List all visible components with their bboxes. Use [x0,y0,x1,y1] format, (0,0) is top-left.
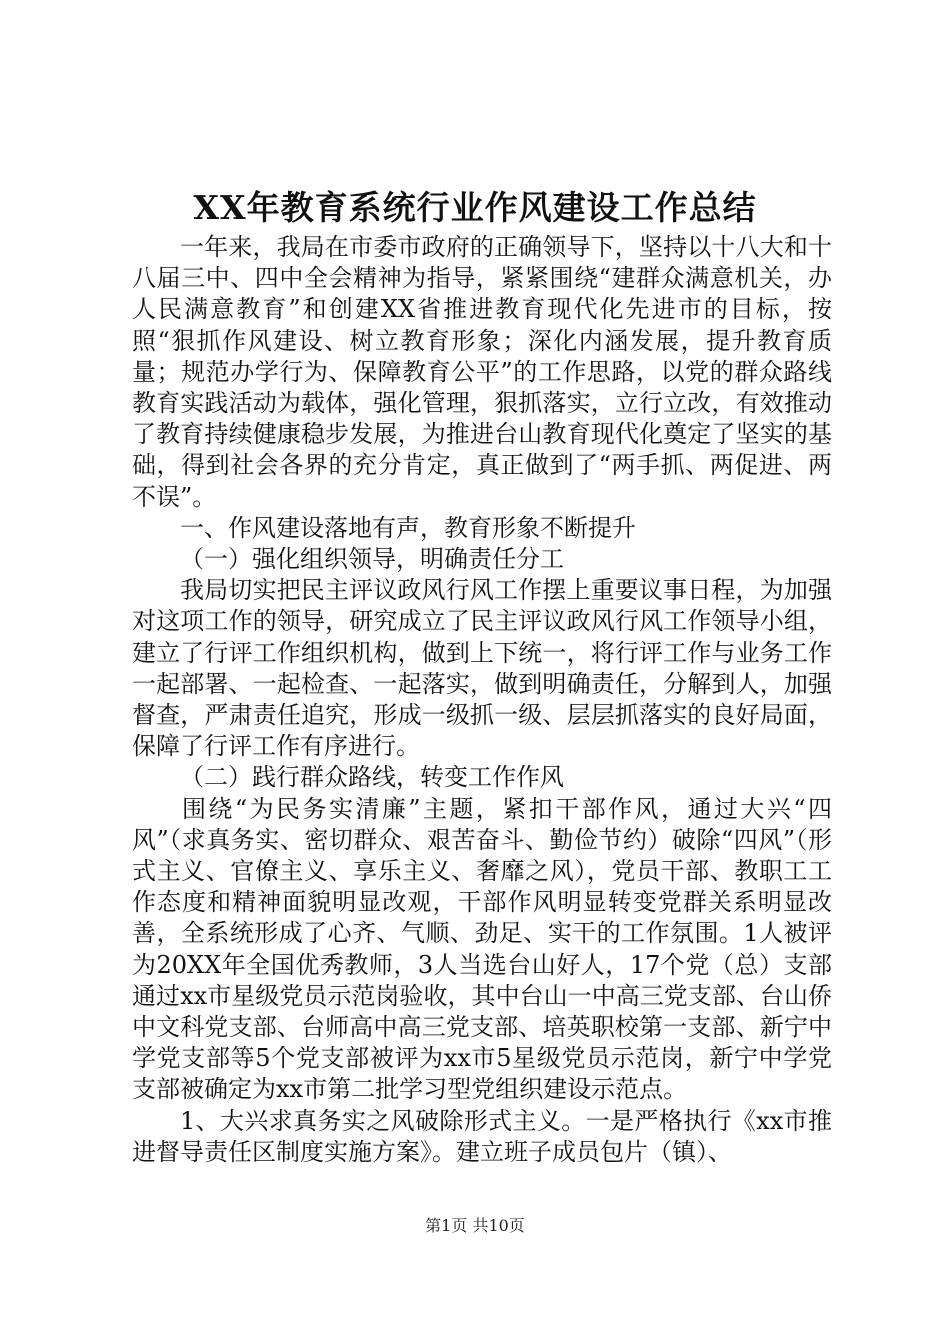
paragraph-intro: 一年来，我局在市委市政府的正确领导下，坚持以十八大和十八届三中、四中全会精神为指导，紧紧围绕“建群众满意机关，办人民满意教育”和创建XX省推进教育现代化先进市的目标，按照“狠抓作风建设、树立教育形象；深化内涵发展，提升教育质量；规范办学行为、保障教育公平”的工作思路，以党的群众路线教育实践活动为载体，强化管理，狠抓落实，立行立改，有效推动了教育持续健康稳步发展，为推进台山教育现代化奠定了坚实的基础，得到社会各界的充分肯定，真正做到了“两手抓、两促进、两不误”。 [132,233,832,511]
document-body [132,232,832,1168]
page-footer: 第1页 共10页 [425,1216,525,1235]
document-title: XX年教育系统行业作风建设工作总结 [193,188,757,227]
paragraph-organization: 我局切实把民主评议政风行风工作摆上重要议事日程，为加强对这项工作的领导，研究成立了民主评议政风行风工作领导小组，建立了行评工作组织机构，做到上下统一，将行评工作与业务工作一起部署、一起检查、一起落实，做到明确责任，分解到人，加强督查，严肃责任追究，形成一级抓一级、层层抓落实的良好局面，保障了行评工作有序进行。 [132,576,832,761]
subsection-heading-2: （二）践行群众路线，转变工作作风 [180,763,564,792]
paragraph-item-1: 1、大兴求真务实之风破除形式主义。一是严格执行《xx市推进督导责任区制度实施方案》。建立班子成员包片（镇）、 [132,1106,832,1166]
subsection-heading-1: （一）强化组织领导，明确责任分工 [180,545,564,574]
section-heading-1: 一、作风建设落地有声，教育形象不断提升 [180,513,636,542]
paragraph-mass-line: 围绕“为民务实清廉”主题，紧扣干部作风，通过大兴“四风”（求真务实、密切群众、艰苦奋斗、勤俭节约）破除“四风”（形式主义、官僚主义、享乐主义、奢靡之风），党员干部、教职工工作态度和精神面貌明显改观，干部作风明显转变党群关系明显改善，全系统形成了心齐、气顺、劲足、实干的工作氛围。1人被评为20XX年全国优秀教师，3人当选台山好人，17个党（总）支部通过xx市星级党员示范岗验收，其中台山一中高三党支部、台山侨中文科党支部、台师高中高三党支部、培英职校第一支部、新宁中学党支部等5个党支部被评为xx市5星级党员示范岗，新宁中学党支部被确定为xx市第二批学习型党组织建设示范点。 [132,794,832,1104]
